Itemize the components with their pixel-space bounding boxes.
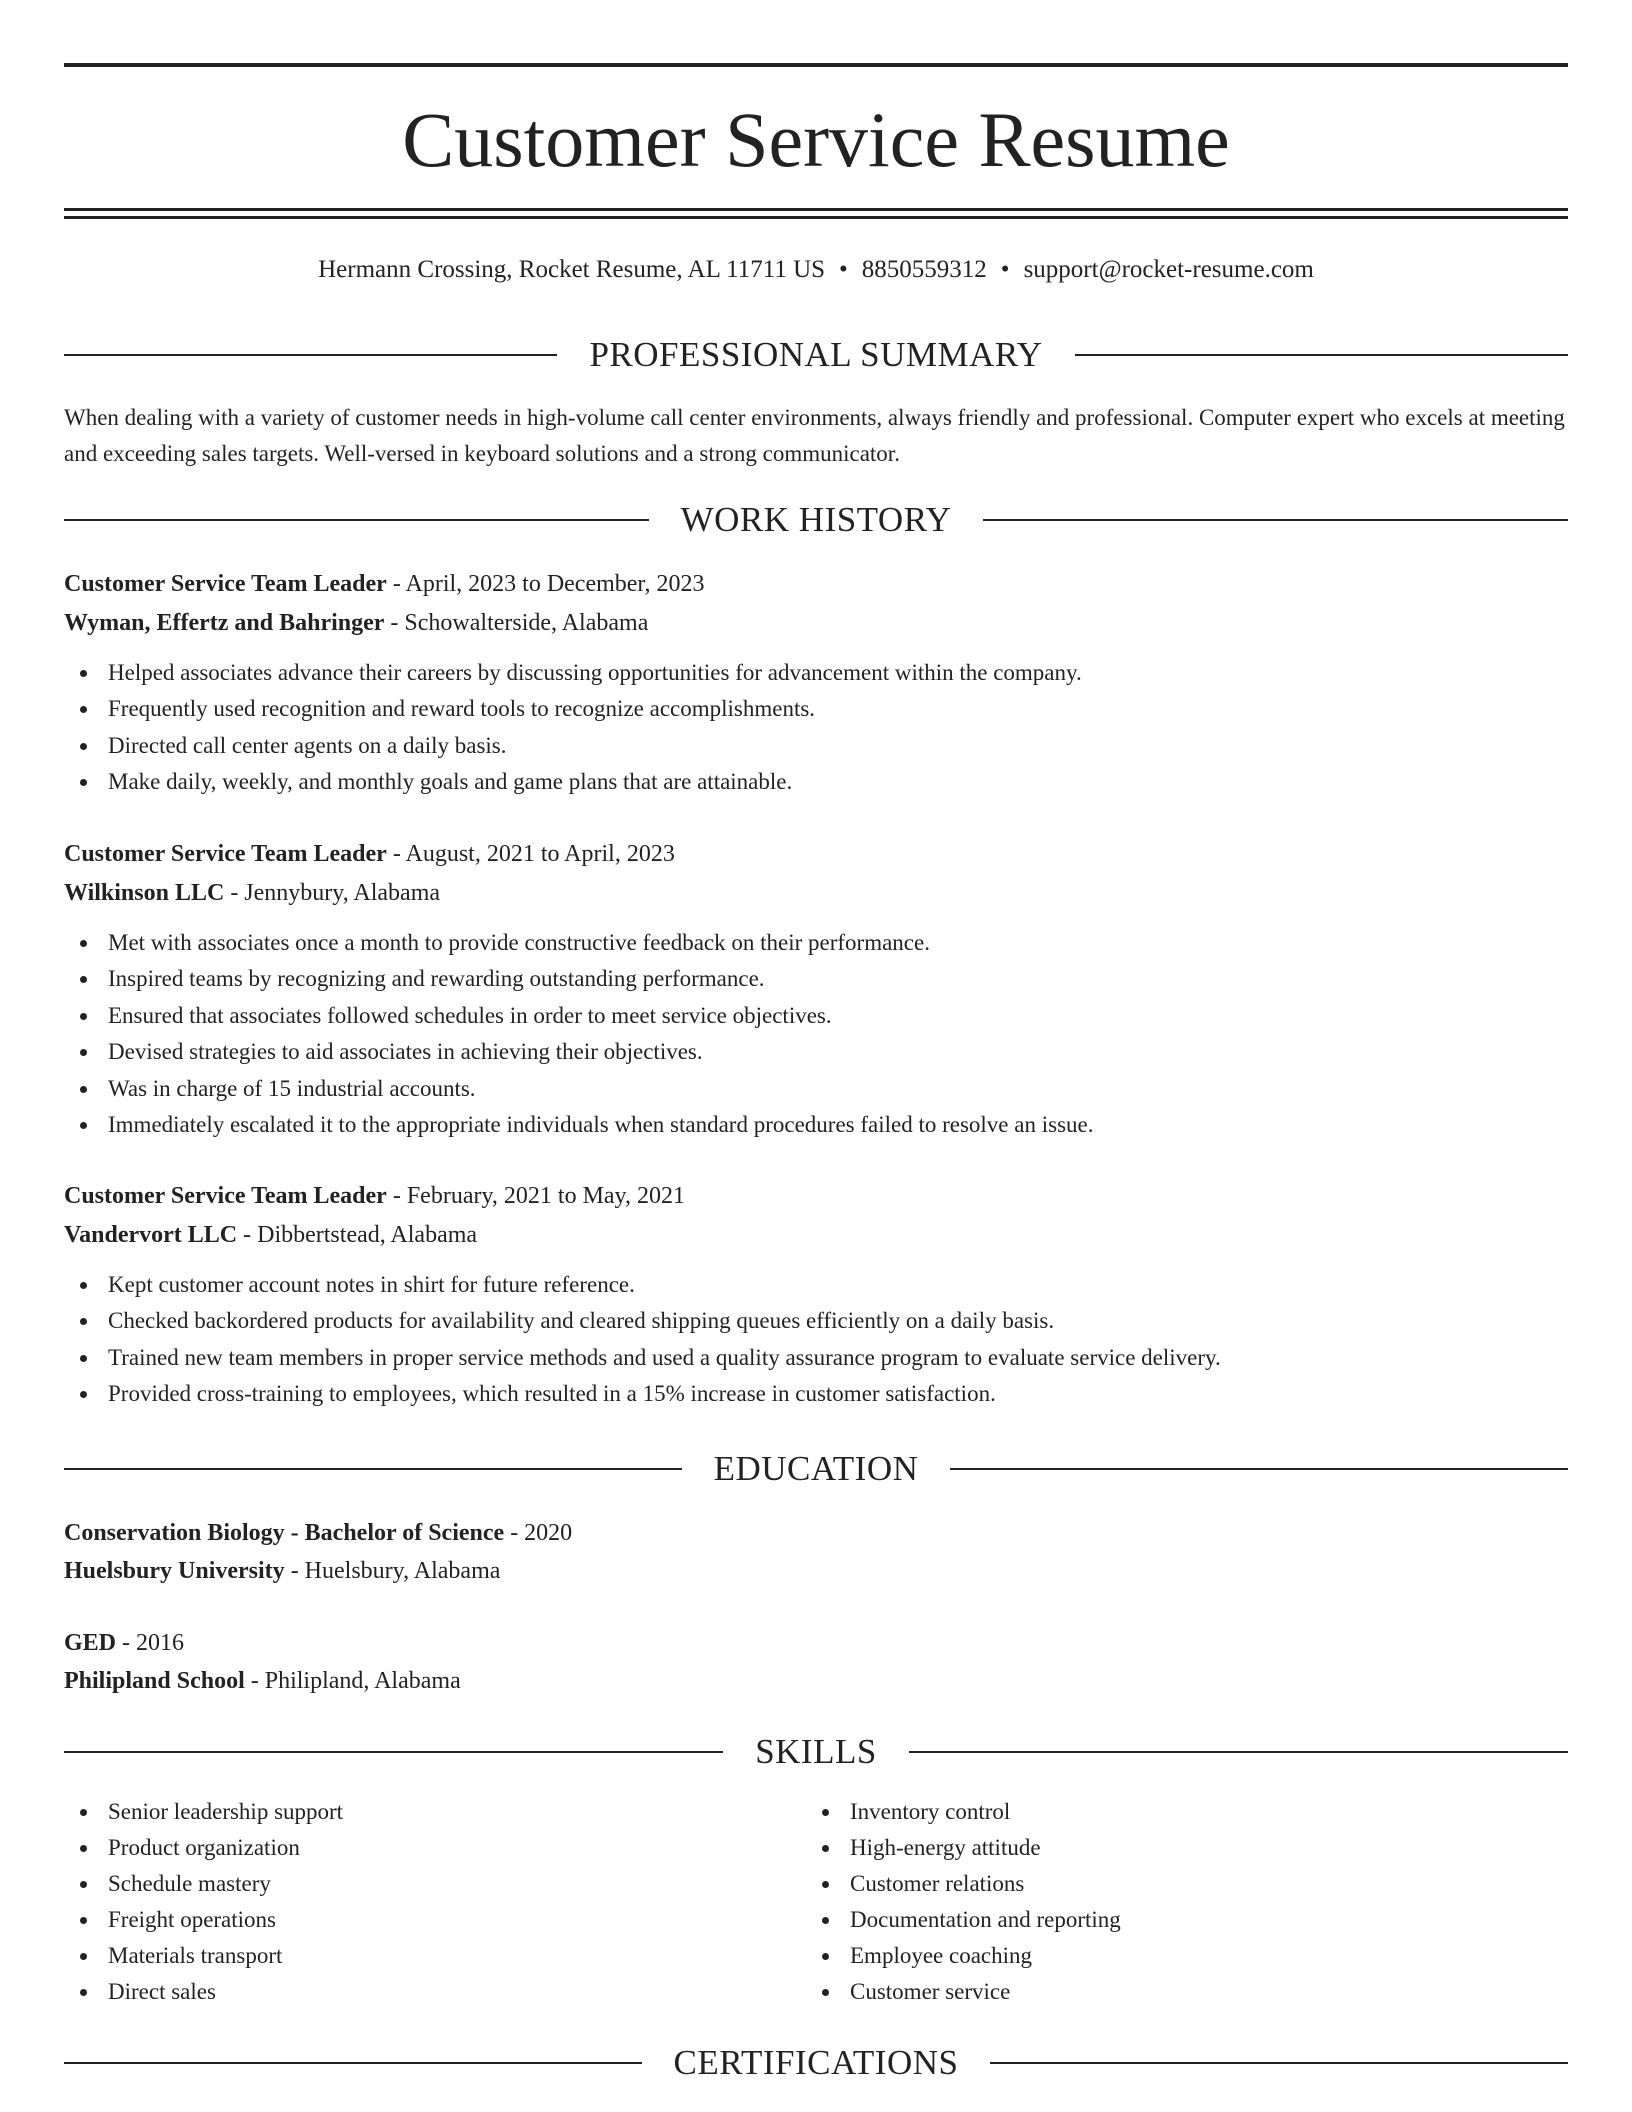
skill-item: Documentation and reporting	[806, 1902, 1548, 1938]
job-title-row	[64, 1177, 1568, 1216]
job-bullet: Kept customer account notes in shirt for future reference.	[64, 1267, 1568, 1303]
section-title: PROFESSIONAL SUMMARY	[589, 335, 1043, 374]
job-dates: - April, 2023 to December, 2023	[386, 571, 705, 597]
section-title: SKILLS	[755, 1732, 877, 1771]
contact-separator: •	[1000, 256, 1010, 283]
job-bullets	[64, 925, 1568, 1143]
job-bullet: Frequently used recognition and reward tools to recognize accomplishments.	[64, 691, 1568, 727]
contact-line	[64, 252, 1568, 288]
job-bullet: Met with associates once a month to provide constructive feedback on their performance.	[64, 925, 1568, 961]
job-title: Customer Service Team Leader	[64, 1183, 387, 1209]
job-bullet: Trained new team members in proper service methods and used a quality assurance program to evaluate service delivery.	[64, 1340, 1568, 1376]
title-double-rule-lower	[64, 216, 1568, 219]
section-rule	[983, 519, 1568, 521]
skill-item: Inventory control	[806, 1794, 1548, 1830]
section-rule	[950, 1468, 1568, 1470]
skills-columns	[64, 1794, 1568, 2010]
skill-item: Employee coaching	[806, 1938, 1548, 1974]
job-entry	[64, 835, 1568, 1143]
contact-address: Hermann Crossing, Rocket Resume, AL 11711 US	[318, 256, 826, 283]
page-title: Customer Service Resume	[402, 96, 1230, 183]
job-bullet: Devised strategies to aid associates in achieving their objectives.	[64, 1034, 1568, 1070]
job-company: Wilkinson LLC	[64, 880, 225, 906]
education-year: - 2016	[116, 1630, 185, 1656]
job-company-row	[64, 874, 1568, 913]
education-school: Philipland School	[64, 1668, 245, 1694]
job-location: - Schowalterside, Alabama	[384, 610, 649, 636]
section-title: WORK HISTORY	[680, 500, 952, 539]
section-header-certifications	[64, 2041, 1568, 2085]
education-degree-row	[64, 1624, 1568, 1662]
section-header-skills	[64, 1730, 1568, 1774]
skill-item: High-energy attitude	[806, 1830, 1548, 1866]
job-bullet: Was in charge of 15 industrial accounts.	[64, 1071, 1568, 1107]
job-dates: - August, 2021 to April, 2023	[386, 841, 675, 867]
skill-item: Materials transport	[64, 1938, 806, 1974]
education-entry	[64, 1624, 1568, 1700]
contact-phone: 8850559312	[861, 256, 987, 283]
top-rule	[64, 63, 1568, 67]
job-location: - Jennybury, Alabama	[224, 880, 441, 906]
job-bullet: Provided cross-training to employees, which resulted in a 15% increase in customer satisfaction.	[64, 1376, 1568, 1412]
job-title-row	[64, 565, 1568, 604]
skills-list-left	[64, 1794, 806, 2010]
education-degree: Conservation Biology - Bachelor of Science	[64, 1520, 505, 1546]
job-bullet: Inspired teams by recognizing and rewarding outstanding performance.	[64, 961, 1568, 997]
section-title: EDUCATION	[713, 1449, 919, 1488]
job-bullet: Make daily, weekly, and monthly goals and game plans that are attainable.	[64, 764, 1568, 800]
job-entry	[64, 1177, 1568, 1413]
contact-email: support@rocket-resume.com	[1023, 256, 1314, 283]
job-title-row	[64, 835, 1568, 874]
job-bullets	[64, 1267, 1568, 1413]
skill-item: Customer service	[806, 1974, 1548, 2010]
job-company: Vandervort LLC	[64, 1222, 238, 1248]
education-entry	[64, 1514, 1568, 1590]
title-double-rule-upper	[64, 208, 1568, 211]
job-bullets	[64, 655, 1568, 801]
contact-separator: •	[839, 256, 848, 283]
skill-item: Freight operations	[64, 1902, 806, 1938]
section-header-education	[64, 1447, 1568, 1491]
job-bullet: Ensured that associates followed schedules in order to meet service objectives.	[64, 998, 1568, 1034]
job-bullet: Immediately escalated it to the appropriate individuals when standard procedures failed to resolve an issue.	[64, 1107, 1568, 1143]
section-header-summary	[64, 333, 1568, 377]
education-degree-row	[64, 1514, 1568, 1552]
section-rule	[64, 2062, 642, 2064]
education-degree: GED	[64, 1630, 117, 1656]
job-dates: - February, 2021 to May, 2021	[386, 1183, 685, 1209]
job-entry	[64, 565, 1568, 801]
summary-text: When dealing with a variety of customer needs in high-volume call center environments, always friendly and professional. Computer expert who excels at meeting and exceeding sales targets. Well-versed in keyboard solutions and a strong communicator.	[64, 405, 1565, 466]
education-school: Huelsbury University	[64, 1558, 285, 1584]
job-bullet: Directed call center agents on a daily basis.	[64, 728, 1568, 764]
education-location: - Philipland, Alabama	[244, 1668, 461, 1694]
section-title: CERTIFICATIONS	[673, 2043, 959, 2082]
section-rule	[64, 1751, 723, 1753]
skill-item: Schedule mastery	[64, 1866, 806, 1902]
job-bullet: Checked backordered products for availability and cleared shipping queues efficiently on a daily basis.	[64, 1303, 1568, 1339]
section-rule	[64, 354, 557, 356]
education-school-row	[64, 1662, 1568, 1700]
job-title: Customer Service Team Leader	[64, 571, 387, 597]
skill-item: Product organization	[64, 1830, 806, 1866]
job-company-row	[64, 1216, 1568, 1255]
education-year: - 2020	[504, 1520, 573, 1546]
section-rule	[64, 1468, 682, 1470]
skills-list-right	[806, 1794, 1548, 2010]
job-bullet: Helped associates advance their careers by discussing opportunities for advancement within the company.	[64, 655, 1568, 691]
skill-item: Direct sales	[64, 1974, 806, 2010]
section-header-work-history	[64, 498, 1568, 542]
skill-item: Senior leadership support	[64, 1794, 806, 1830]
job-location: - Dibbertstead, Alabama	[237, 1222, 478, 1248]
education-school-row	[64, 1552, 1568, 1590]
education-location: - Huelsbury, Alabama	[284, 1558, 501, 1584]
section-rule	[1075, 354, 1568, 356]
section-rule	[64, 519, 649, 521]
job-company: Wyman, Effertz and Bahringer	[64, 610, 385, 636]
skill-item: Customer relations	[806, 1866, 1548, 1902]
section-rule	[909, 1751, 1568, 1753]
job-title: Customer Service Team Leader	[64, 841, 387, 867]
section-rule	[990, 2062, 1568, 2064]
job-company-row	[64, 604, 1568, 643]
